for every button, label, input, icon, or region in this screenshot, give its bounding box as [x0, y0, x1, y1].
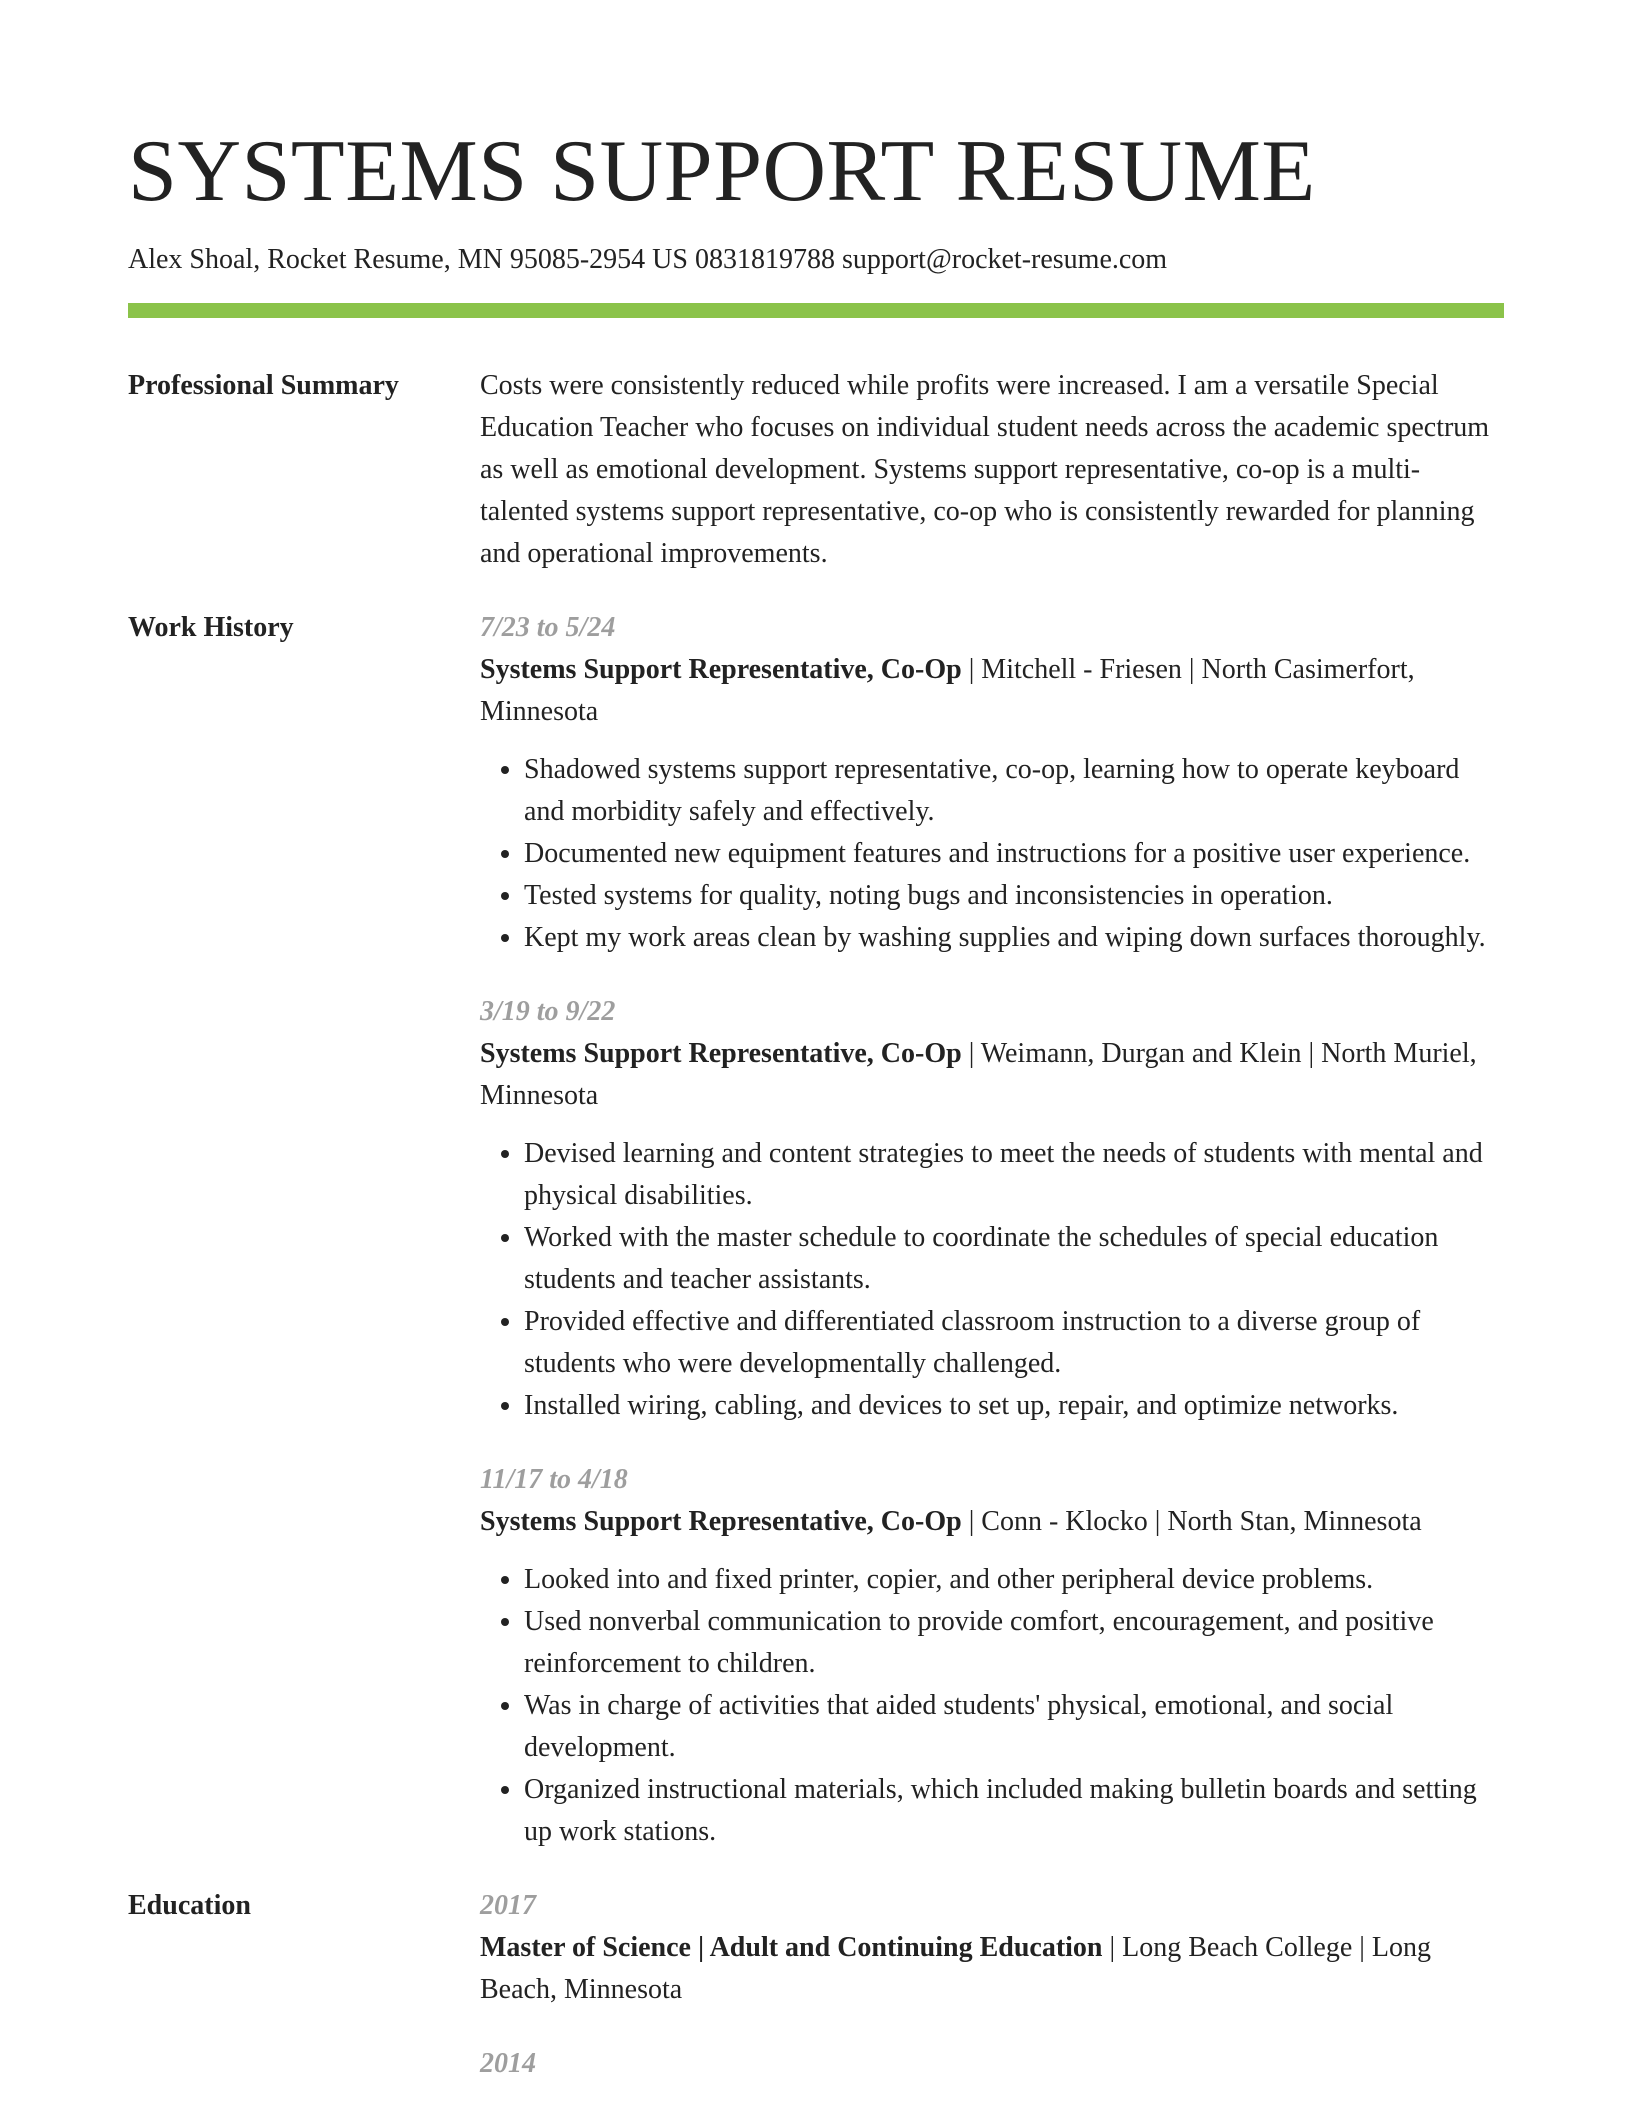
- job-heading: [480, 1501, 1504, 1543]
- job-details: | Weimann, Durgan and Klein | North Muriel, Minnesota: [480, 1038, 1477, 1111]
- job-dates: 7/23 to 5/24: [480, 612, 616, 643]
- contact-line: Alex Shoal, Rocket Resume, MN 95085-2954 US 0831819788 support@rocket-resume.com: [128, 244, 1168, 275]
- job-bullets: [480, 1559, 1504, 1853]
- job-bullets: [480, 1133, 1504, 1427]
- resume-title: SYSTEMS SUPPORT RESUME: [128, 123, 1316, 220]
- list-item: • Worked with the master schedule to coordinate the schedules of special education students and teacher assistants.: [524, 1217, 1504, 1301]
- job-entry: [480, 991, 1504, 1427]
- summary-text: Costs were consistently reduced while profits were increased. I am a versatile Special Education Teacher who focuses on individual student needs across the academic spectrum as well as emotional development. Systems support representative, co-op is a multi-talented systems support representative, co-op who is consistently rewarded for planning and operational improvements.: [480, 370, 1490, 569]
- resume-page: [128, 124, 1504, 2117]
- job-entry: [480, 607, 1504, 959]
- list-item: • Tested systems for quality, noting bugs and inconsistencies in operation.: [524, 875, 1504, 917]
- job-title: Systems Support Representative, Co-Op: [480, 1038, 962, 1069]
- education-label: Education: [128, 1890, 251, 1921]
- list-item: • Kept my work areas clean by washing supplies and wiping down surfaces thoroughly.: [524, 917, 1504, 959]
- work-history-section: [128, 607, 1504, 1853]
- education-entry: [480, 2043, 1504, 2085]
- list-item: • Installed wiring, cabling, and devices to set up, repair, and optimize networks.: [524, 1385, 1504, 1427]
- list-item: • Shadowed systems support representative, co-op, learning how to operate keyboard and morbidity safely and effectively.: [524, 749, 1504, 833]
- list-item: • Devised learning and content strategies to meet the needs of students with mental and physical disabilities.: [524, 1133, 1504, 1217]
- header-divider: [128, 303, 1504, 318]
- summary-label: Professional Summary: [128, 370, 399, 401]
- job-title: Systems Support Representative, Co-Op: [480, 1506, 962, 1537]
- job-dates: 11/17 to 4/18: [480, 1464, 628, 1495]
- job-details: | Mitchell - Friesen | North Casimerfort, Minnesota: [480, 654, 1415, 727]
- job-heading: [480, 649, 1504, 733]
- list-item: • Was in charge of activities that aided students' physical, emotional, and social development.: [524, 1685, 1504, 1769]
- list-item: • Documented new equipment features and instructions for a positive user experience.: [524, 833, 1504, 875]
- summary-section: [128, 365, 1504, 575]
- education-year: 2017: [480, 1890, 536, 1921]
- list-item: • Organized instructional materials, which included making bulletin boards and setting up work stations.: [524, 1769, 1504, 1853]
- job-title: Systems Support Representative, Co-Op: [480, 654, 962, 685]
- job-dates: 3/19 to 9/22: [480, 996, 616, 1027]
- education-year: 2014: [480, 2048, 536, 2079]
- job-entry: [480, 1459, 1504, 1853]
- education-section: [128, 1885, 1504, 2117]
- education-details: | Long Beach College | Long Beach, Minnesota: [480, 1932, 1431, 2005]
- job-bullets: [480, 749, 1504, 959]
- list-item: • Used nonverbal communication to provide comfort, encouragement, and positive reinforcement to children.: [524, 1601, 1504, 1685]
- job-details: | Conn - Klocko | North Stan, Minnesota: [961, 1506, 1422, 1537]
- list-item: • Provided effective and differentiated classroom instruction to a diverse group of students who were developmentally challenged.: [524, 1301, 1504, 1385]
- degree-title: Master of Science | Adult and Continuing Education: [480, 1932, 1103, 1963]
- list-item: • Looked into and fixed printer, copier, and other peripheral device problems.: [524, 1559, 1504, 1601]
- education-heading: [480, 1927, 1504, 2011]
- work-history-label: Work History: [128, 612, 294, 643]
- education-entry: [480, 1885, 1504, 2011]
- job-heading: [480, 1033, 1504, 1117]
